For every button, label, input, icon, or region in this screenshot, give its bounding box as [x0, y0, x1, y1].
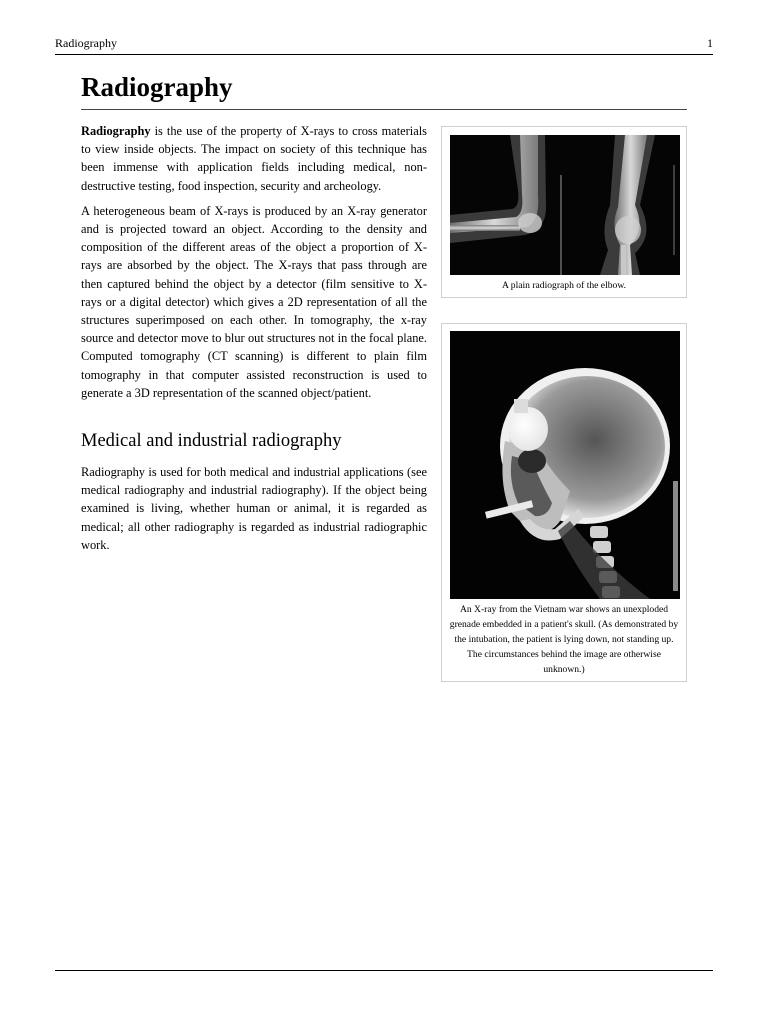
lead-term: Radiography [81, 124, 151, 138]
running-title: Radiography [55, 36, 117, 50]
intro-paragraph-1 [81, 122, 427, 195]
section-paragraph: Radiography is used for both medical and industrial applications (see medical radiography and industrial radiography). If the object being examined is living, whether human or animal, it is regarded as medical; all other radiography is regarded as industrial radiographic work. [81, 465, 427, 552]
elbow-radiograph-image [450, 135, 680, 275]
skull-caption: An X-ray from the Vietnam war shows an unexploded grenade embedded in a patient's skull. (As demonstrated by the intubation, the patient is lying down, not standing up. The circumstances behind the image are otherwise unknown.) [449, 604, 679, 675]
article-body [81, 122, 427, 561]
footer-rule [55, 970, 713, 971]
elbow-radiograph-graphic [450, 135, 680, 275]
elbow-figure [441, 126, 687, 298]
running-header [55, 36, 713, 55]
intro-paragraph-1-text: is the use of the property of X-rays to cross materials to view inside objects. The impact on society of this technique has been immense with application fields including medical, non-destructive testing, food inspection, security and archeology. [81, 124, 427, 193]
skull-figure [441, 323, 687, 682]
section-heading: Medical and industrial radiography [81, 431, 342, 452]
page-title: Radiography [81, 72, 687, 110]
intro-paragraph-2: A heterogeneous beam of X-rays is produced by an X-ray generator and is projected toward an object. According to the density and composition of the different areas of the object a proportion of X-rays are absorbed by the object. The X-rays that pass through are then captured behind the object by a detector (film sensitive to X-rays or a digital detector) which gives a 2D representation of all the structures superimposed on each other. In tomography, the x-ray source and detector move to blur out structures not in the focal plane. Computed tomography (CT scanning) is different to plain film tomography in that computer assisted reconstruction is used to generate a 3D representation of the scanned object/patient. [81, 203, 427, 400]
skull-radiograph-graphic [450, 331, 680, 599]
skull-radiograph-image [450, 331, 680, 599]
page-number: 1 [707, 36, 713, 50]
elbow-caption: A plain radiograph of the elbow. [501, 280, 627, 291]
